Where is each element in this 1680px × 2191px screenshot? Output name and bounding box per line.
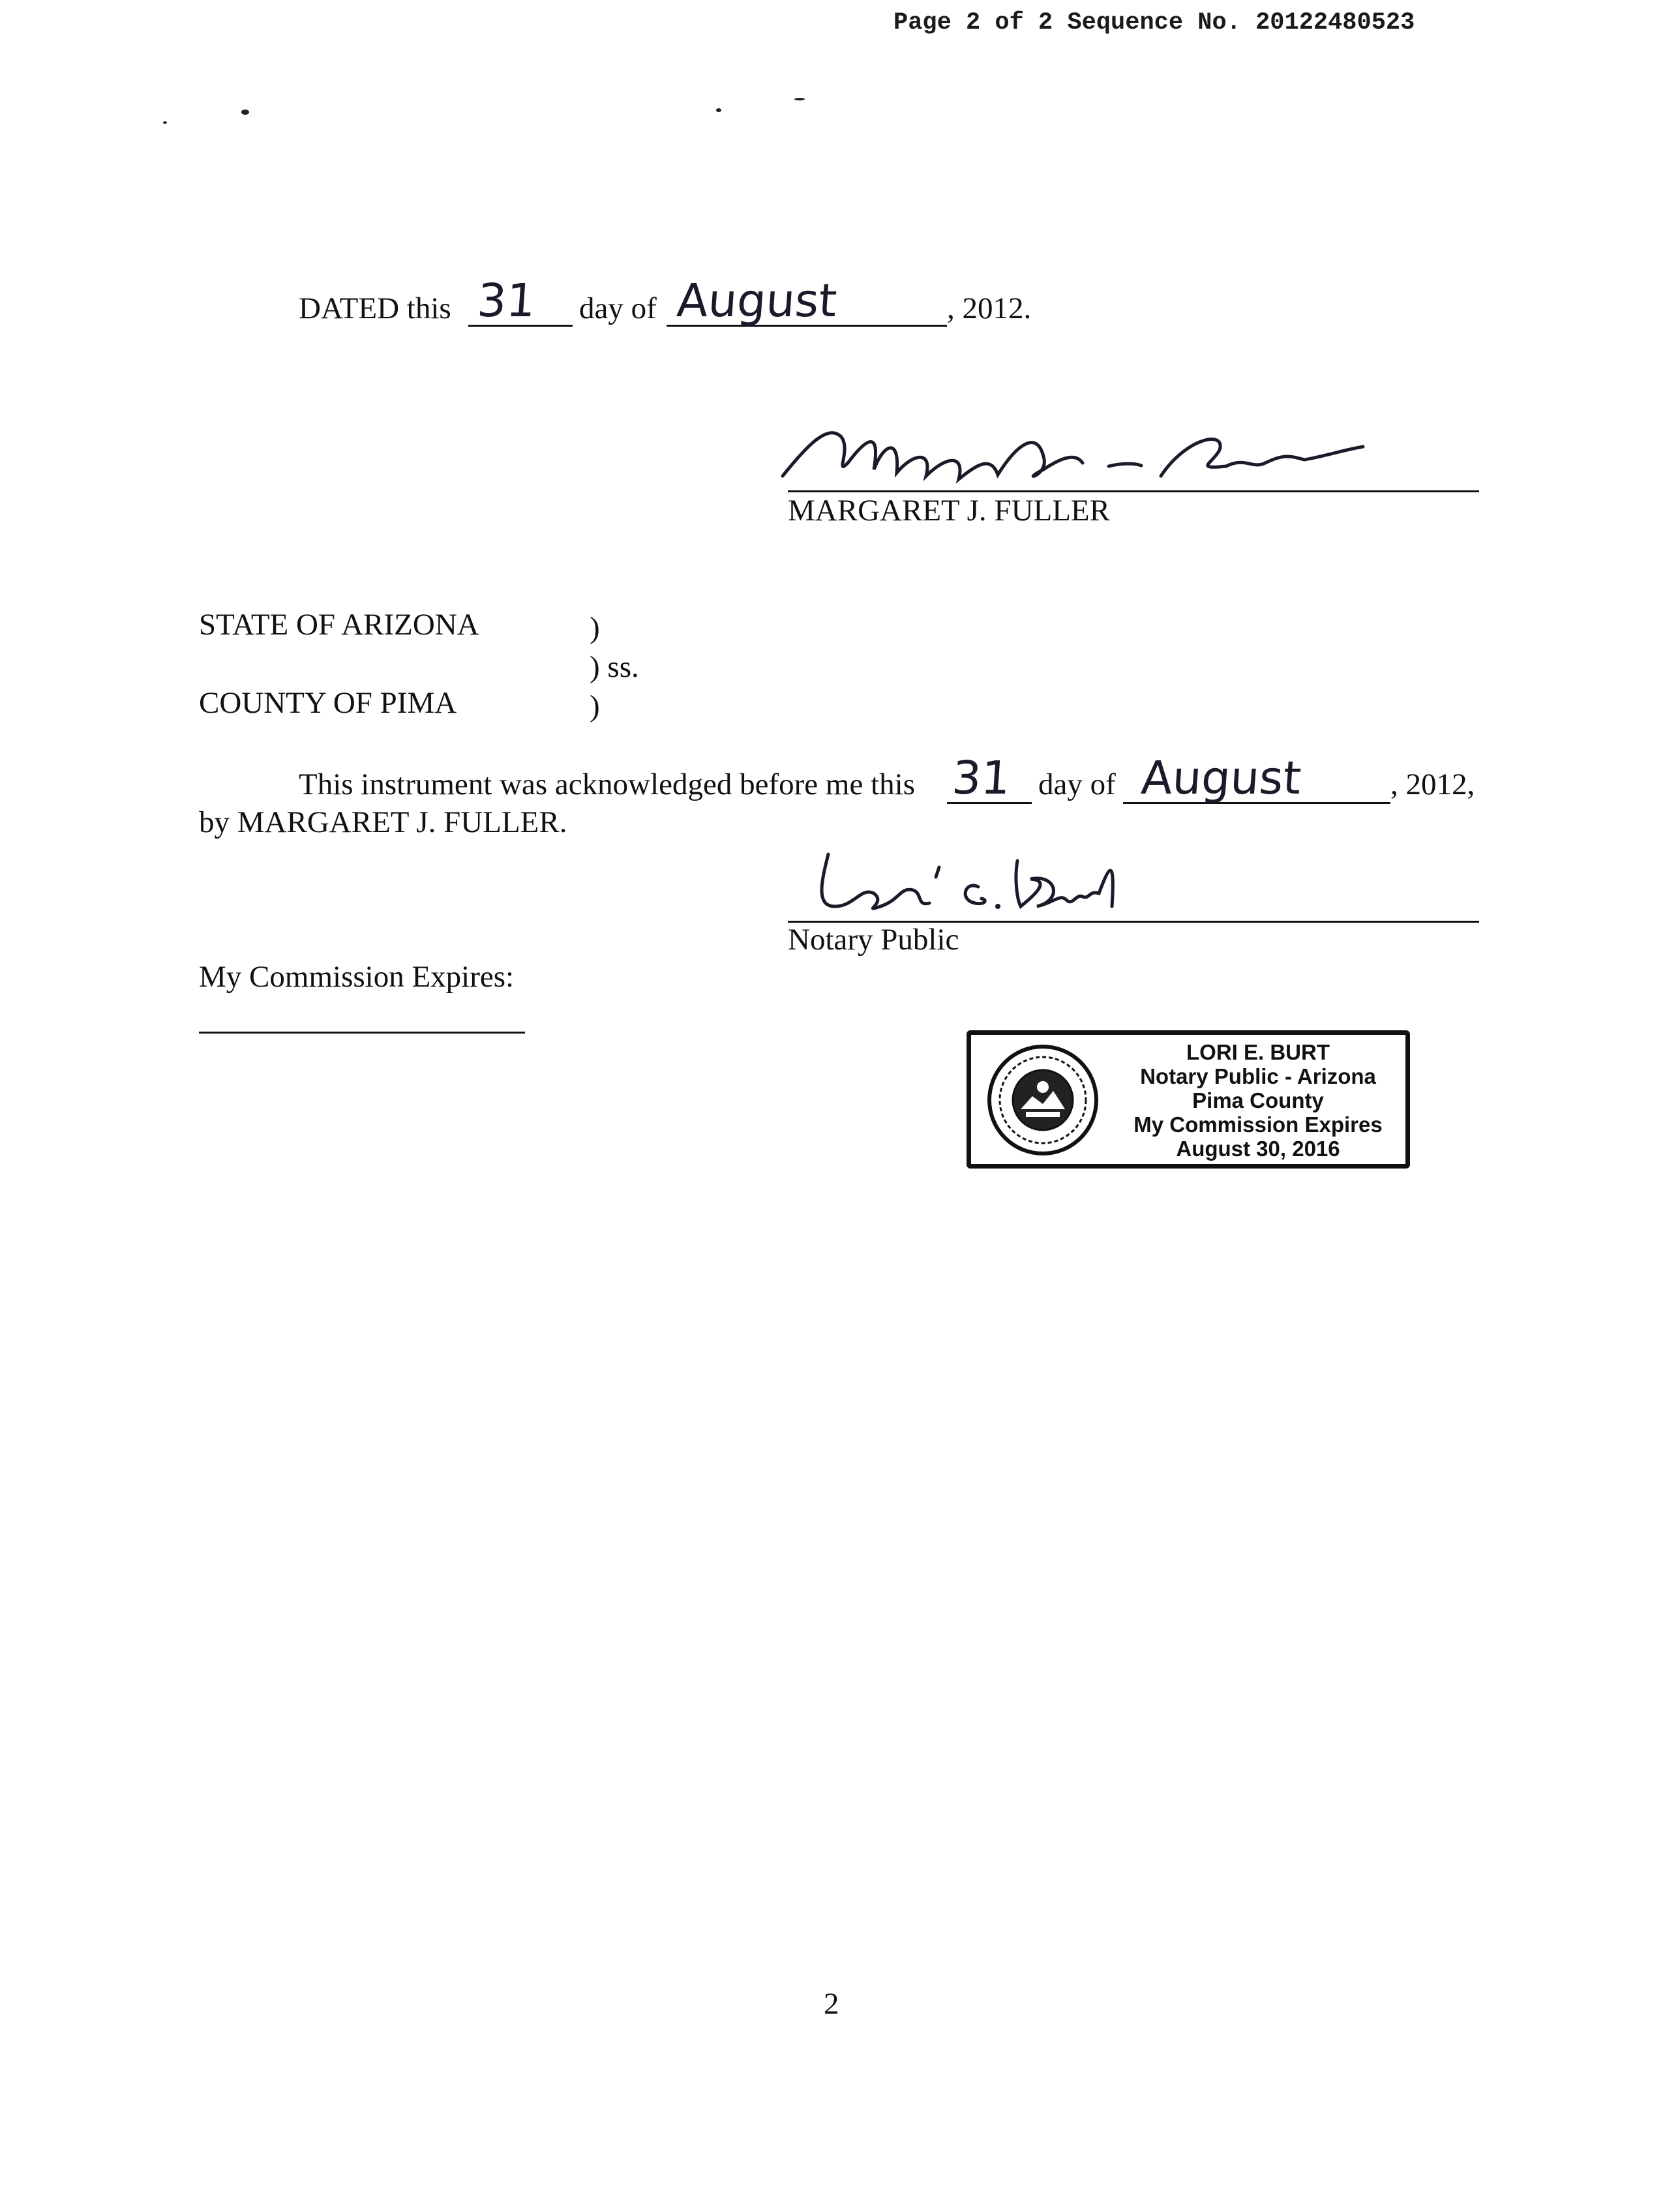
ack-suffix: , 2012, — [1390, 768, 1475, 801]
scan-speck — [716, 108, 721, 112]
page-header: Page 2 of 2 Sequence No. 20122480523 — [893, 9, 1415, 37]
stamp-text — [1108, 1040, 1408, 1161]
dated-day-word: day of — [579, 291, 657, 325]
signer-printed-name: MARGARET J. FULLER — [788, 494, 1110, 528]
arizona-state-seal — [987, 1044, 1099, 1156]
page-number: 2 — [824, 1987, 839, 2021]
venue-county: COUNTY OF PIMA — [199, 686, 457, 720]
ack-day-handwritten: 31 — [950, 751, 1012, 805]
dated-suffix: , 2012. — [947, 291, 1032, 325]
ack-month-handwritten: August — [1139, 751, 1303, 805]
dated-month-handwritten: August — [675, 274, 839, 327]
venue-state: STATE OF ARIZONA — [199, 608, 479, 642]
stamp-line: August 30, 2016 — [1176, 1137, 1340, 1161]
ack-day-word: day of — [1038, 768, 1116, 801]
notary-signature — [802, 841, 1128, 926]
stamp-line: Notary Public - Arizona — [1140, 1064, 1376, 1088]
stamp-line: LORI E. BURT — [1186, 1040, 1330, 1064]
dated-day-handwritten: 31 — [475, 274, 537, 327]
dated-prefix: DATED this — [299, 291, 451, 325]
ack-by-line: by MARGARET J. FULLER. — [199, 805, 567, 839]
signer-signature — [770, 417, 1370, 496]
venue-paren-bottom: ) — [590, 689, 600, 723]
stamp-line: Pima County — [1192, 1088, 1324, 1112]
commission-expires-blank — [199, 1009, 525, 1034]
notary-title: Notary Public — [788, 923, 959, 957]
stamp-line: My Commission Expires — [1133, 1112, 1383, 1137]
venue-ss: ) ss. — [590, 650, 639, 684]
scan-speck — [241, 110, 249, 115]
commission-expires-label: My Commission Expires: — [199, 960, 515, 994]
ack-text-start: This instrument was acknowledged before me this — [299, 768, 915, 801]
scan-speck — [794, 98, 805, 100]
venue-paren-top: ) — [590, 611, 600, 645]
scan-speck — [163, 121, 167, 124]
notary-stamp — [967, 1030, 1410, 1169]
